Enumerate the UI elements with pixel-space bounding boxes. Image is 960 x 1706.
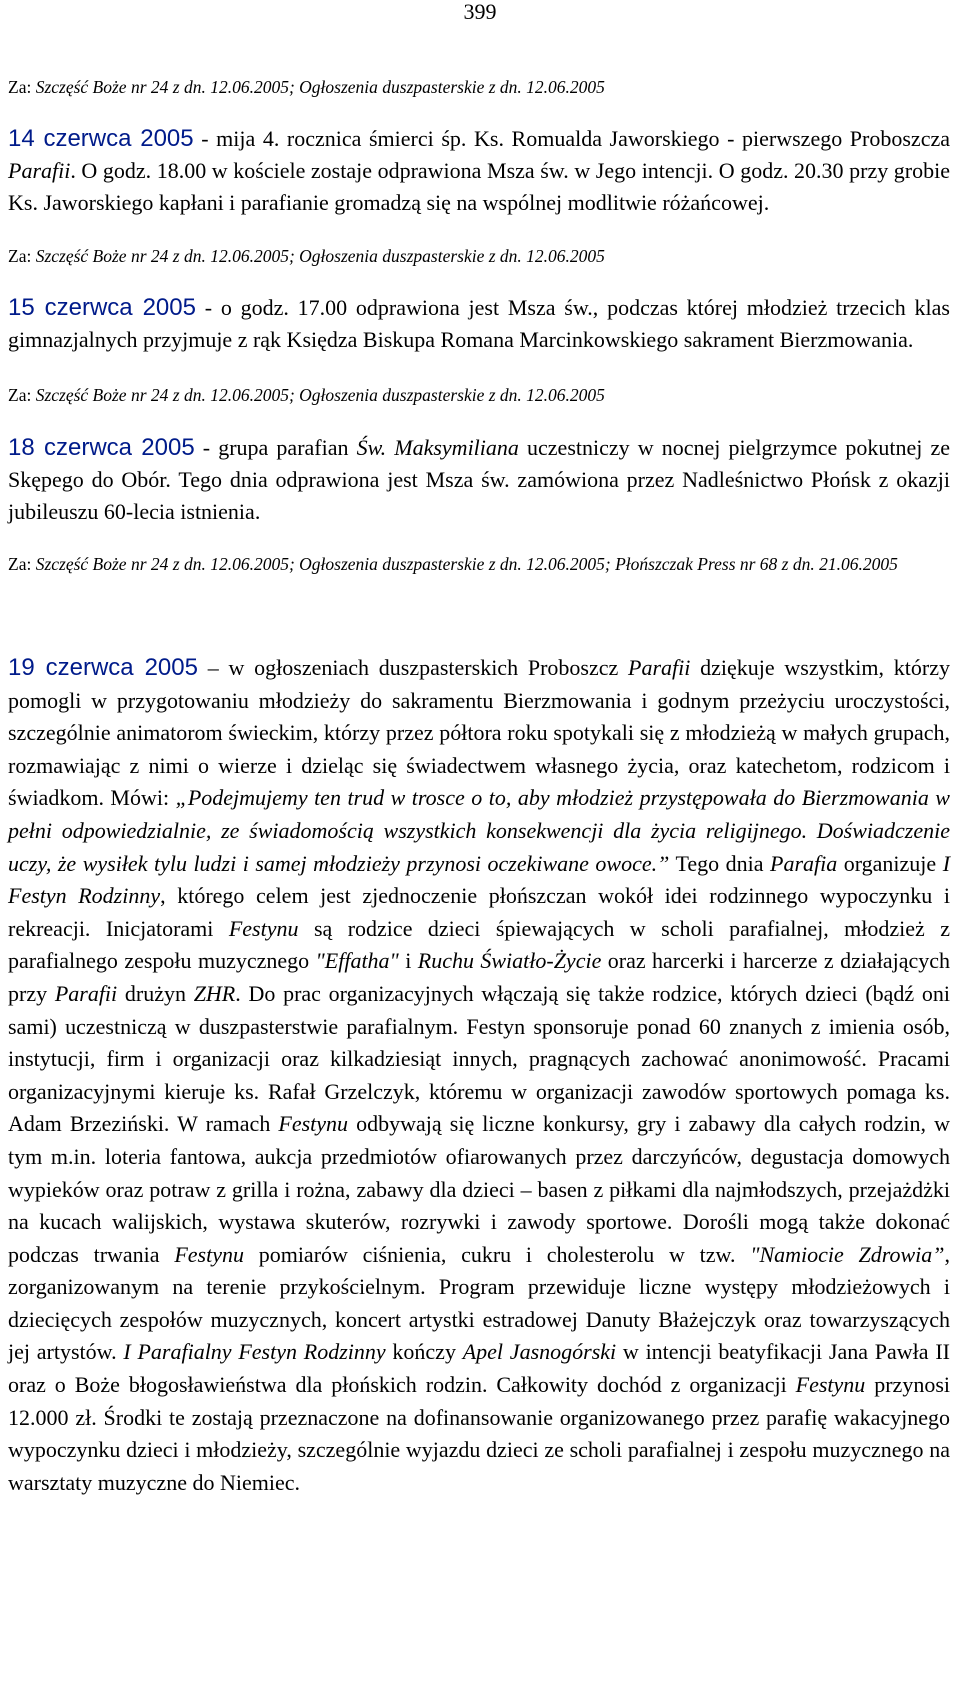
paragraph-segment: – w ogłoszeniach duszpasterskich Proboszcz bbox=[197, 655, 629, 680]
paragraph-segment: w intencji beatyfikacji Jana Pawła II oraz o Boże błogosławieństwa dla płońskich rodzin. Całkowity dochód z organizacji bbox=[8, 1339, 950, 1398]
entry-date: 18 czerwca 2005 bbox=[8, 434, 195, 461]
paragraph-segment: organizuje bbox=[837, 850, 943, 876]
paragraph-segment: , którego celem jest zjednoczenie płońszczan wokół idei rodzinnego wypoczynku i rekreacji. Inicjatorami bbox=[8, 883, 950, 941]
paragraph-segment: Festynu bbox=[174, 1241, 244, 1267]
paragraph-segment: Festynu bbox=[278, 1111, 349, 1137]
paragraph-segment: . Do prac organizacyjnych włączają się także rodzice, których dzieci (bądź oni sami) uczestniczą w duszpasterstwie parafialnym. Festyn sponsoruje ponad 60 znanych z imienia osób, instytucji, firm i organizacji oraz kilkadziesiąt innych, pragnących zachować anonimowość. Pracami organizacyjnymi kieruje ks. Rafał Grzelczyk, któremu w organizacji zawodów sportowych pomaga ks. Adam Brzeziński. W ramach bbox=[8, 980, 951, 1137]
entry-15-june: 15 czerwca 2005 - o godz. 17.00 odprawiona jest Msza św., podczas której młodzież trzecich klas gimnazjalnych przyjmuje z rąk Księdza Biskupa Romana Marcinkowskiego sakrament Bierzmowania. bbox=[8, 294, 950, 352]
entry-18-june: 18 czerwca 2005 - grupa parafian Św. Maksymiliana uczestniczy w nocnej pielgrzymce pokutnej ze Skępego do Obór. Tego dnia odprawiona jest Msza św. zamówiona przez Nadleśnictwo Płońsk z okazji jubileuszu 60-lecia istnienia. bbox=[8, 434, 950, 524]
paragraph-segment: Festynu bbox=[228, 915, 299, 941]
paragraph-segment: pomiarów ciśnienia, cukru i cholesterolu w tzw. bbox=[243, 1241, 751, 1267]
entry-date: 19 czerwca 2005 bbox=[8, 654, 198, 681]
paragraph-segment: i bbox=[398, 948, 418, 974]
paragraph-segment: I Parafialny Festyn Rodzinny bbox=[123, 1339, 386, 1365]
paragraph-segment: „Podejmujemy ten trud w trosce o to, aby młodzież przystępowała do Bierzmowania w pełni odpowiedzialnie, ze świadomością wszystkich konsekwencji dla życia religijnego. Doświadczenie uczy, że wysiłek tylu ludzi i samej młodzieży przynosi oczekiwane owoce.” bbox=[8, 785, 950, 876]
paragraph-segment: Festynu bbox=[795, 1372, 866, 1398]
paragraph-segment: "Namiocie Zdrowia” bbox=[750, 1241, 945, 1267]
paragraph-segment: Parafia bbox=[770, 850, 838, 876]
paragraph-segment: "Effatha" bbox=[315, 948, 399, 974]
paragraph-segment: ZHR bbox=[193, 980, 236, 1006]
source-citation: Za: Szczęść Boże nr 24 z dn. 12.06.2005; Ogłoszenia duszpasterskie z dn. 12.06.2005 bbox=[8, 77, 605, 97]
paragraph-segment: , zorganizowanym na terenie przykościelnym. Program przewiduje liczne występy młodzieżowych i dziecięcych zespołów muzycznych, koncert artystki estradowej Danuty Błażejczyk oraz towarzyszących jej artystów. bbox=[8, 1241, 951, 1365]
entry-date: 14 czerwca 2005 bbox=[8, 125, 194, 152]
paragraph-segment: drużyn bbox=[117, 980, 194, 1006]
source-citation: Za: Szczęść Boże nr 24 z dn. 12.06.2005; Ogłoszenia duszpasterskie z dn. 12.06.2005 bbox=[8, 246, 605, 266]
paragraph-segment: Apel Jasnogórski bbox=[462, 1339, 617, 1365]
paragraph-segment: Ruchu Światło-Życie bbox=[417, 948, 602, 974]
entry-14-june: 14 czerwca 2005 - mija 4. rocznica śmierci śp. Ks. Romualda Jaworskiego - pierwszego Proboszcza Parafii. O godz. 18.00 w kościele zostaje odprawiona Msza św. w Jego intencji. O godz. 20.30 przy grobie Ks. Jaworskiego kapłani i parafianie gromadzą się na wspólnej modlitwie różańcowej. bbox=[8, 125, 950, 215]
paragraph-segment: Parafii bbox=[54, 980, 118, 1006]
paragraph-segment: oraz harcerki i harcerze z działających przy bbox=[8, 948, 950, 1006]
paragraph-segment: dziękuje wszystkim, którzy pomogli w przygotowaniu młodzieży do sakramentu Bierzmowania i godnym przeżyciu uroczystości, szczególnie animatorom świeckim, którzy przez półtora roku spotykali się z młodzieżą w małych grupach, rozmawiając z nimi o wierze i dzieląc się świadectwem własnego życia, oraz katechetom, rodzicom i świadkom. Mówi: bbox=[8, 655, 950, 811]
paragraph-segment: Tego dnia bbox=[669, 850, 770, 876]
paragraph-segment: przynosi 12.000 zł. Środki te zostają przeznaczone na dofinansowanie organizowanego przez parafię wakacyjnego wypoczynku dzieci i młodzieży, szczególnie wyjazdu dzieci ze scholi parafialnej i zespołu muzycznego na warsztaty muzyczne do Niemiec. bbox=[8, 1372, 950, 1495]
source-citation: Za: Szczęść Boże nr 24 z dn. 12.06.2005; Ogłoszenia duszpasterskie z dn. 12.06.2005 bbox=[8, 385, 605, 405]
source-citation: Za: Szczęść Boże nr 24 z dn. 12.06.2005; Ogłoszenia duszpasterskie z dn. 12.06.2005; Płońszczak Press nr 68 z dn. 21.06.2005 bbox=[8, 554, 898, 574]
paragraph-segment: Parafii bbox=[628, 655, 691, 680]
entry-date: 15 czerwca 2005 bbox=[8, 294, 196, 321]
page-number: 399 bbox=[463, 0, 497, 24]
entry-19-june bbox=[0, 652, 960, 1499]
paragraph-segment: I Festyn Rodzinny bbox=[8, 850, 951, 909]
paragraph-segment: odbywają się liczne konkursy, gry i zabawy dla całych rodzin, w tym m.in. loteria fantowa, aukcja przedmiotów ofiarowanych przez darczyńców, degustacja domowych wypieków oraz potraw z grilla i rożna, zabawy dla dzieci – basen z piłkami dla najmłodszych, przejażdżki na kucach walijskich, wystawa skuterów, rozrywki i zawody sportowe. Dorośli mogą także dokonać podczas trwania bbox=[8, 1111, 950, 1267]
paragraph-segment: kończy bbox=[385, 1339, 463, 1365]
paragraph-segment: są rodzice dzieci śpiewających w scholi parafialnej, młodzież z parafialnego zespołu muzycznego bbox=[8, 915, 950, 974]
